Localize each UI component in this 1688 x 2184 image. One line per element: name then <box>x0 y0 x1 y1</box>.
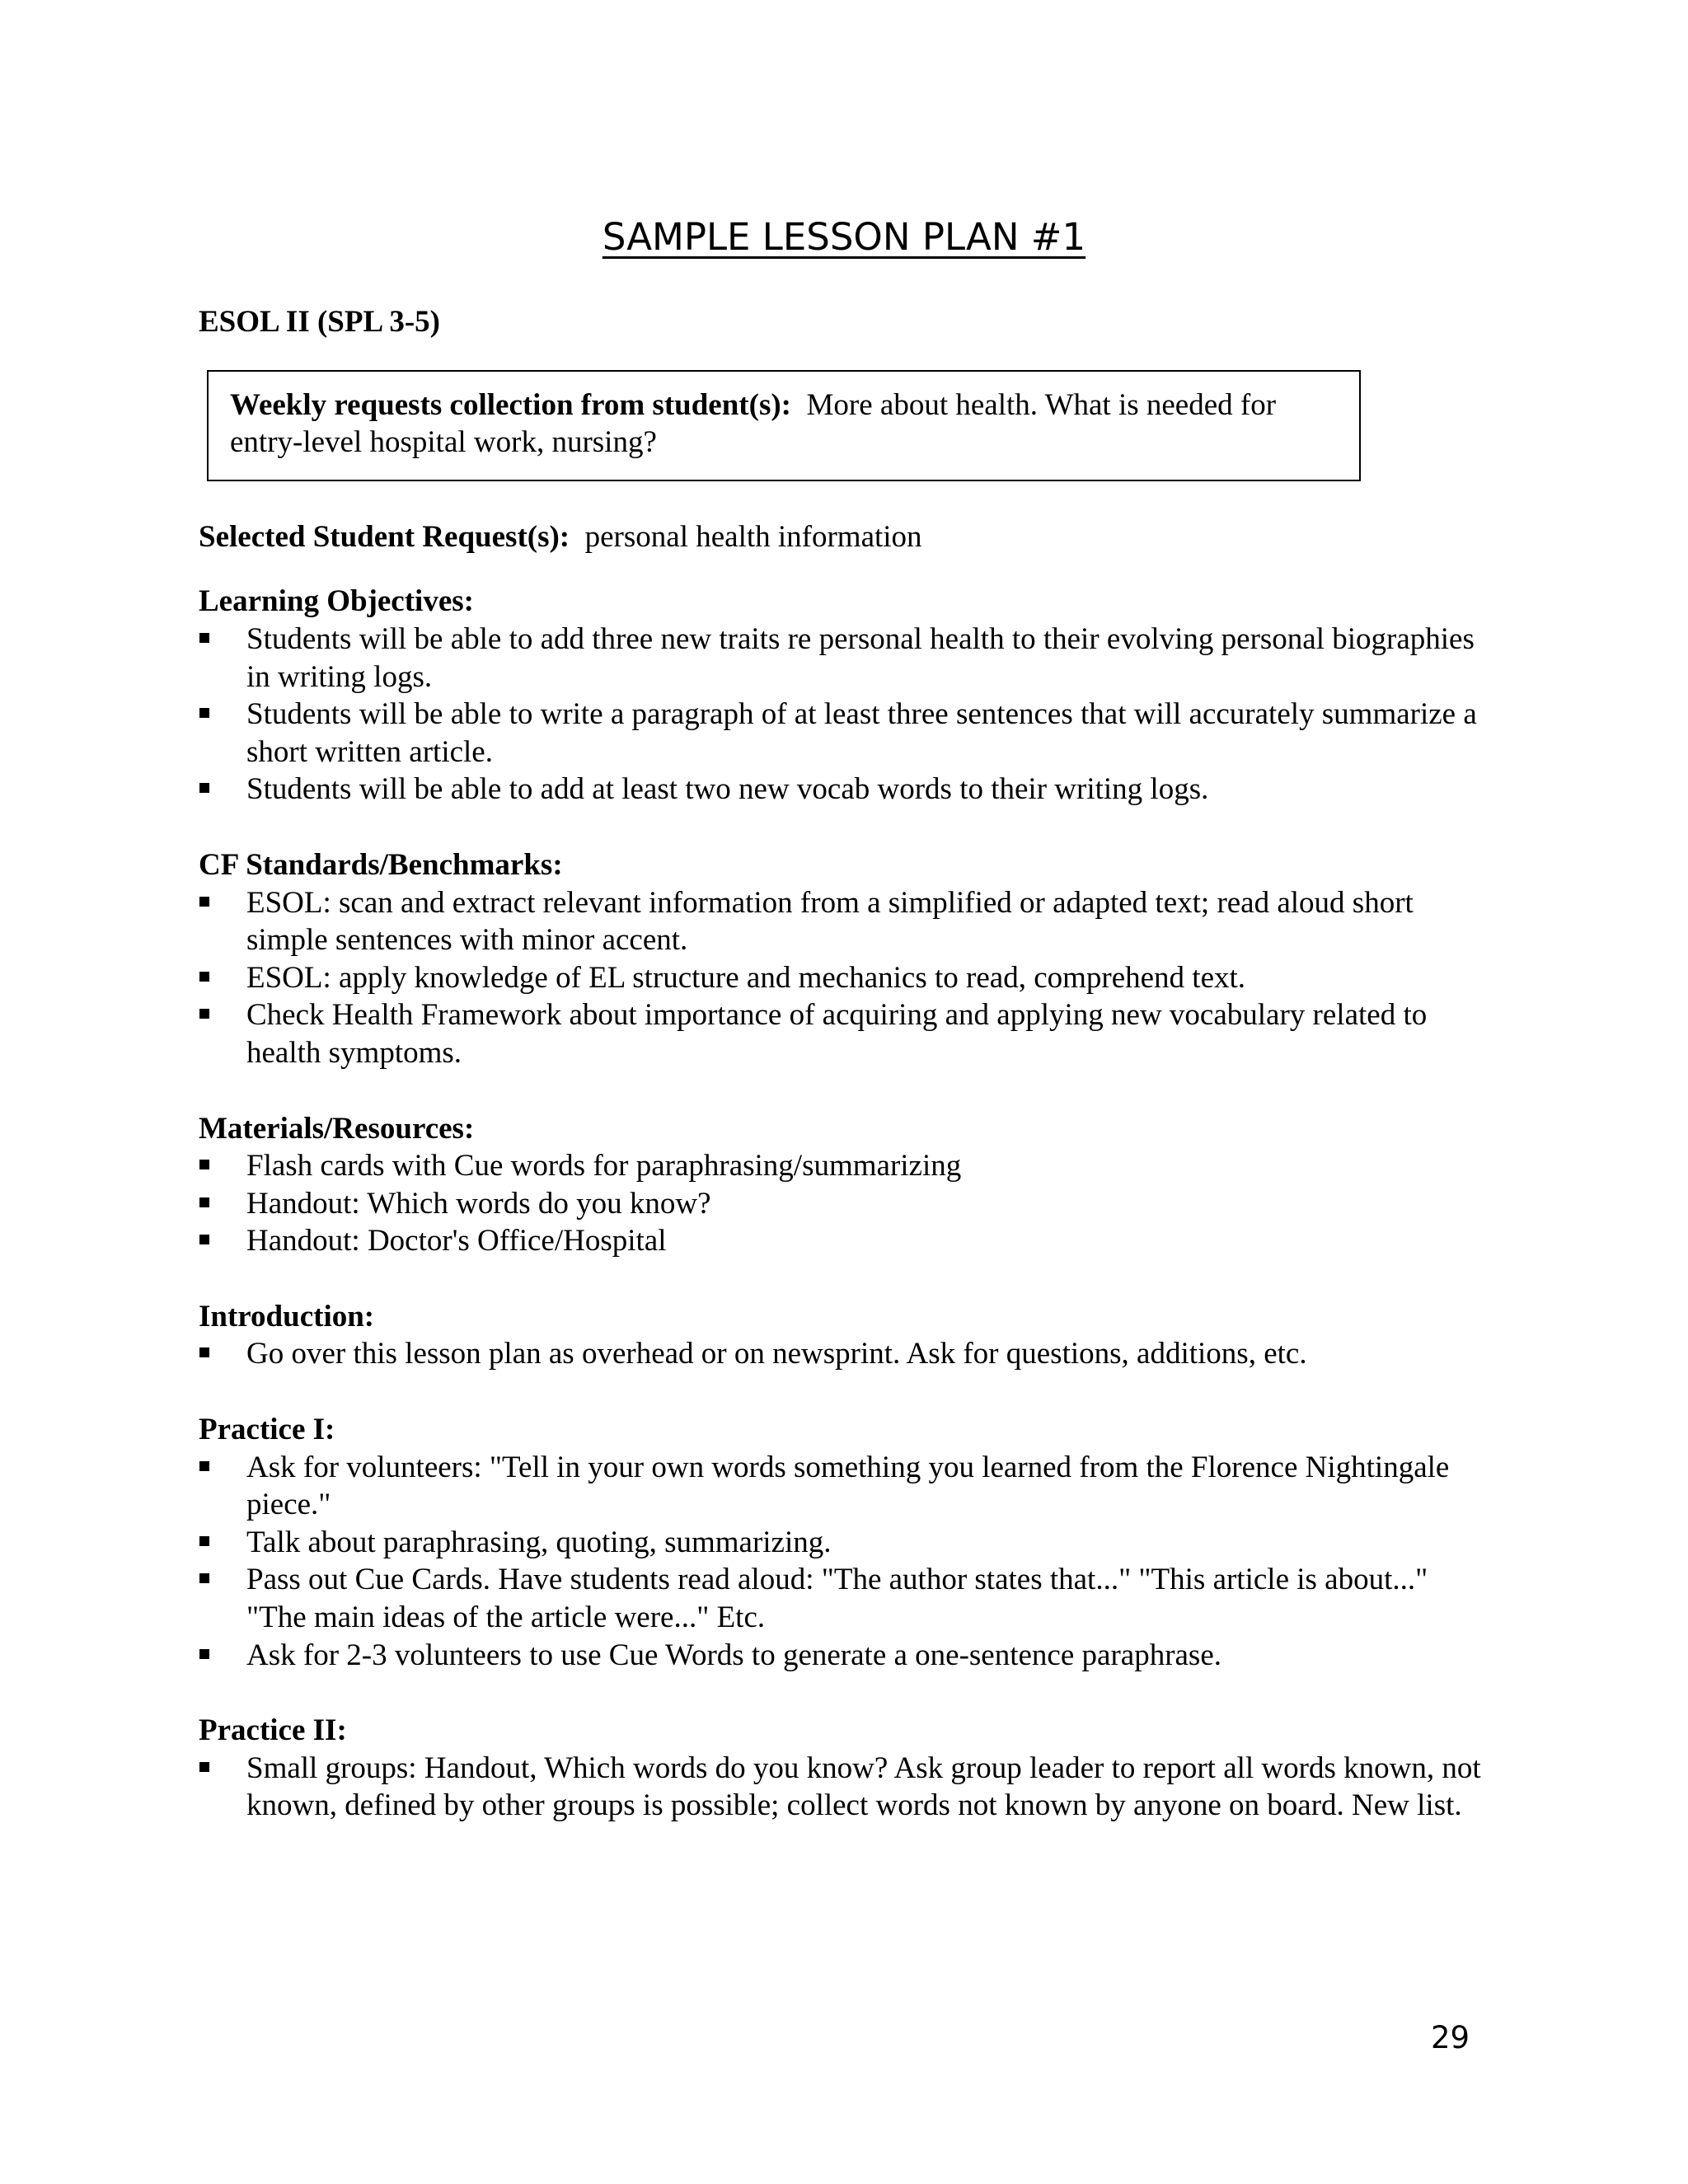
square-bullet-icon <box>199 972 209 982</box>
list-item <box>199 959 1484 997</box>
list-item <box>199 1335 1484 1373</box>
selected-request-text: personal health information <box>584 519 922 554</box>
square-bullet-icon <box>199 783 209 793</box>
list-item <box>199 771 1484 808</box>
section-heading: Practice I: <box>199 1413 335 1447</box>
section-practice-1 <box>199 1411 1484 1674</box>
weekly-requests-box <box>207 370 1361 481</box>
bullet-list <box>199 1335 1484 1373</box>
bullet-list <box>199 884 1484 1072</box>
square-bullet-icon <box>199 1347 209 1357</box>
list-item-text: Students will be able to add three new traits re personal health to their evolving personal biographies in writing logs. <box>246 621 1475 694</box>
list-item-text: Small groups: Handout, Which words do you know? Ask group leader to report all words known, not known, defined by other groups is possible; collect words not known by anyone on board. New list. <box>246 1750 1481 1823</box>
list-item <box>199 1637 1484 1675</box>
square-bullet-icon <box>199 1009 209 1019</box>
list-item <box>199 696 1484 771</box>
list-item <box>199 1222 1484 1260</box>
section-heading: Introduction: <box>199 1299 375 1333</box>
list-item <box>199 1561 1484 1636</box>
list-item-text: ESOL: scan and extract relevant information from a simplified or adapted text; read aloud short simple sentences with minor accent. <box>246 885 1414 958</box>
section-materials <box>199 1110 1484 1260</box>
list-item <box>199 996 1484 1071</box>
section-cf-standards <box>199 846 1484 1072</box>
weekly-requests-label: Weekly requests collection from student(s): <box>230 387 791 422</box>
section-heading: Materials/Resources: <box>199 1111 475 1146</box>
weekly-requests-text: More about health. What is needed for entry-level hospital work, nursing? <box>230 387 1277 460</box>
course-level: ESOL II (SPL 3-5) <box>199 305 441 339</box>
section-heading: Learning Objectives: <box>199 584 474 619</box>
list-item <box>199 621 1484 696</box>
square-bullet-icon <box>199 1573 209 1583</box>
square-bullet-icon <box>199 1235 209 1244</box>
list-item-text: Pass out Cue Cards. Have students read aloud: "The author states that..." "This article is about..." "The main ideas of the article were..." Etc. <box>246 1563 1428 1635</box>
list-item <box>199 1449 1484 1524</box>
section-learning-objectives <box>199 583 1484 808</box>
square-bullet-icon <box>199 1649 209 1659</box>
lesson-plan-body <box>199 303 1484 1863</box>
bullet-list <box>199 1449 1484 1675</box>
list-item <box>199 1185 1484 1223</box>
square-bullet-icon <box>199 708 209 718</box>
list-item-text: Students will be able to add at least two new vocab words to their writing logs. <box>246 772 1209 807</box>
list-item-text: Students will be able to write a paragraph of at least three sentences that will accurately summarize a short written article. <box>246 697 1477 769</box>
square-bullet-icon <box>199 1197 209 1207</box>
list-item-text: Ask for volunteers: "Tell in your own words something you learned from the Florence Nightingale piece." <box>246 1450 1450 1522</box>
list-item <box>199 884 1484 959</box>
list-item-text: Handout: Doctor's Office/Hospital <box>246 1224 667 1258</box>
list-item-text: Ask for 2-3 volunteers to use Cue Words to generate a one-sentence paraphrase. <box>246 1638 1222 1672</box>
square-bullet-icon <box>199 897 209 907</box>
list-item <box>199 1524 1484 1562</box>
bullet-list <box>199 1750 1484 1825</box>
square-bullet-icon <box>199 1160 209 1169</box>
selected-request-label: Selected Student Request(s): <box>199 519 570 554</box>
selected-request <box>199 518 1484 556</box>
square-bullet-icon <box>199 633 209 643</box>
list-item-text: Handout: Which words do you know? <box>246 1186 711 1221</box>
square-bullet-icon <box>199 1536 209 1546</box>
page-title <box>0 213 1688 262</box>
list-item-text: ESOL: apply knowledge of EL structure and mechanics to read, comprehend text. <box>246 960 1246 995</box>
bullet-list <box>199 621 1484 808</box>
list-item <box>199 1147 1484 1185</box>
page-title-text: SAMPLE LESSON PLAN #1 <box>602 215 1086 259</box>
section-heading: CF Standards/Benchmarks: <box>199 847 563 882</box>
page-number: 29 <box>1431 2020 1470 2055</box>
list-item-text: Talk about paraphrasing, quoting, summarizing. <box>246 1525 832 1559</box>
bullet-list <box>199 1147 1484 1260</box>
square-bullet-icon <box>199 1461 209 1471</box>
list-item-text: Go over this lesson plan as overhead or on newsprint. Ask for questions, additions, etc. <box>246 1337 1307 1371</box>
list-item <box>199 1750 1484 1825</box>
list-item-text: Check Health Framework about importance of acquiring and applying new vocabulary related to health symptoms. <box>246 998 1428 1070</box>
square-bullet-icon <box>199 1762 209 1772</box>
list-item-text: Flash cards with Cue words for paraphrasing/summarizing <box>246 1149 962 1183</box>
section-practice-2 <box>199 1712 1484 1825</box>
section-heading: Practice II: <box>199 1713 347 1748</box>
section-introduction <box>199 1298 1484 1373</box>
